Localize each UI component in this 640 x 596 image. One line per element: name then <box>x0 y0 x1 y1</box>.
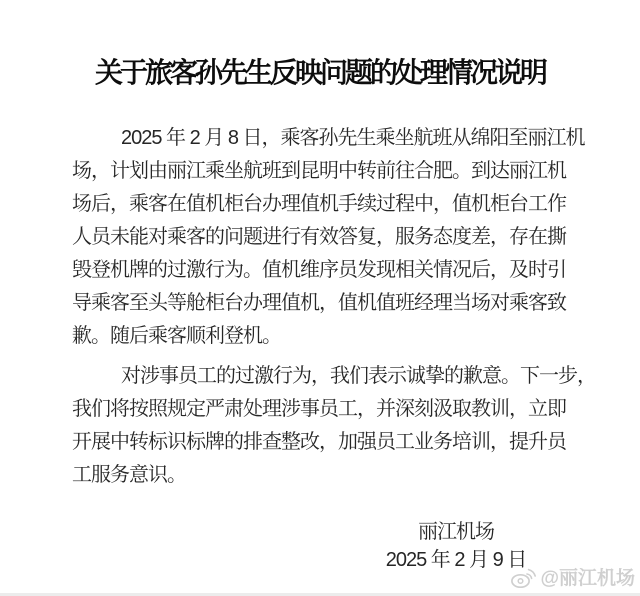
text-line: 2025 年 2 月 8 日，乘客孙先生乘坐航班从绵阳至丽江机 <box>121 127 585 149</box>
watermark-handle: @丽江机场 <box>540 568 635 589</box>
text-line: 工服务意识。 <box>72 464 186 486</box>
text-line: 毁登机牌的过激行为。值机维序员发现相关情况后，及时引 <box>72 259 566 281</box>
weibo-icon <box>510 564 537 589</box>
signature-date: 2025 年 2 月 9 日 <box>385 549 527 571</box>
text-line: 我们将按照规定严肃处理涉事员工，并深刻汲取教训，立即 <box>72 398 566 420</box>
text-line: 场，计划由丽江乘坐航班到昆明中转前往合肥。到达丽江机 <box>72 160 566 182</box>
text-line: 场后，乘客在值机柜台办理值机手续过程中，值机柜台工作 <box>72 193 566 215</box>
weibo-watermark <box>510 563 635 590</box>
text-line: 导乘客至头等舱柜台办理值机，值机值班经理当场对乘客致 <box>72 292 566 314</box>
document-title: 关于旅客孙先生反映问题的处理情况说明 <box>94 58 545 89</box>
text-line: 歉。随后乘客顺利登机。 <box>72 325 281 347</box>
text-line: 人员未能对乘客的问题进行有效答复，服务态度差，存在撕 <box>72 226 566 248</box>
signature-name: 丽江机场 <box>418 521 494 543</box>
text-line: 开展中转标识标牌的排查整改，加强员工业务培训，提升员 <box>72 431 566 453</box>
text-line: 对涉事员工的过激行为，我们表示诚挚的歉意。下一步， <box>121 365 596 387</box>
paragraph-apology <box>72 360 596 492</box>
paragraph-incident <box>72 122 585 353</box>
